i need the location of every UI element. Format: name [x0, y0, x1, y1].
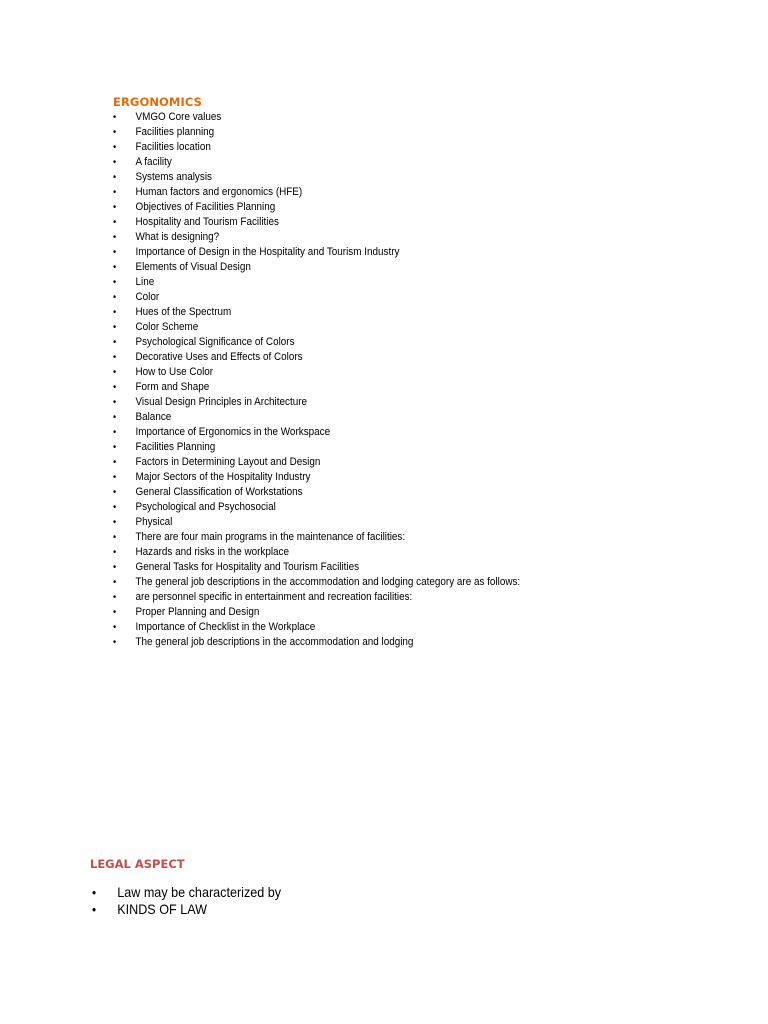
list-item-label: Objectives of Facilities Planning [135, 201, 276, 213]
list-item-label: Factors in Determining Layout and Design [135, 456, 321, 468]
list-item-label: General Tasks for Hospitality and Tourism Facilities [135, 561, 360, 573]
bullet-icon: • [113, 397, 117, 408]
list-item-label: There are four main programs in the maintenance of facilities: [135, 531, 406, 543]
list-item-label: Importance of Design in the Hospitality and Tourism Industry [135, 246, 400, 258]
bullet-icon: • [113, 637, 117, 648]
bullet-icon: • [113, 292, 117, 303]
bullet-icon: • [113, 502, 117, 513]
bullet-icon: • [113, 322, 117, 333]
bullet-icon: • [113, 622, 117, 633]
list-item-label: Psychological and Psychosocial [135, 501, 276, 513]
list-item-label: Line [135, 276, 155, 288]
list-item-label: Balance [135, 411, 172, 423]
list-item-label: Form and Shape [135, 381, 210, 393]
list-item-label: Decorative Uses and Effects of Colors [135, 351, 303, 363]
bullet-icon: • [113, 157, 117, 168]
list-item-label: What is designing? [135, 231, 220, 243]
bullet-icon: • [113, 577, 117, 588]
bullet-icon: • [92, 902, 97, 917]
list-item-label: Importance of Checklist in the Workplace [135, 621, 316, 633]
list-item-label: Proper Planning and Design [135, 606, 260, 618]
list-item-label: A facility [135, 156, 172, 168]
list-item-label: Facilities Planning [135, 441, 216, 453]
bullet-icon: • [113, 202, 117, 213]
list-item-label: General Classification of Workstations [135, 486, 303, 498]
bullet-icon: • [113, 337, 117, 348]
list-item-label: Facilities planning [135, 126, 215, 138]
bullet-icon: • [113, 262, 117, 273]
bullet-icon: • [113, 142, 117, 153]
bullet-icon: • [113, 427, 117, 438]
bullet-icon: • [113, 367, 117, 378]
bullet-icon: • [113, 112, 117, 123]
list-item-label: are personnel specific in entertainment and recreation facilities: [135, 591, 413, 603]
list-item-label: Psychological Significance of Colors [135, 336, 295, 348]
list-item-label: Physical [135, 516, 173, 528]
bullet-icon: • [113, 472, 117, 483]
list-item-label: KINDS OF LAW [117, 901, 208, 917]
bullet-icon: • [113, 187, 117, 198]
list-item-label: Color [135, 291, 160, 303]
bullet-icon: • [113, 487, 117, 498]
bullet-icon: • [113, 277, 117, 288]
bullet-icon: • [113, 247, 117, 258]
bullet-icon: • [113, 562, 117, 573]
bullet-icon: • [113, 217, 117, 228]
list-item-label: Hospitality and Tourism Facilities [135, 216, 279, 228]
list-item-label: Facilities location [135, 141, 211, 153]
list-item-label: Importance of Ergonomics in the Workspace [135, 426, 331, 438]
list-item-label: How to Use Color [135, 366, 214, 378]
list-item-label: VMGO Core values [135, 111, 222, 123]
bullet-icon: • [113, 352, 117, 363]
bullet-icon: • [113, 517, 117, 528]
list-item-label: Color Scheme [135, 321, 199, 333]
list-item-label: Hues of the Spectrum [135, 306, 232, 318]
list-item-label: Law may be characterized by [117, 884, 282, 900]
bullet-icon: • [113, 607, 117, 618]
ergonomics-heading: ERGONOMICS [113, 95, 202, 109]
bullet-icon: • [113, 457, 117, 468]
list-item-label: Major Sectors of the Hospitality Industry [135, 471, 311, 483]
bullet-icon: • [113, 382, 117, 393]
list-item-label: Systems analysis [135, 171, 212, 183]
bullet-icon: • [113, 442, 117, 453]
list-item-label: The general job descriptions in the accommodation and lodging category are as follows: [135, 576, 521, 588]
list-item-label: Elements of Visual Design [135, 261, 251, 273]
list-item-label: Human factors and ergonomics (HFE) [135, 186, 303, 198]
bullet-icon: • [113, 592, 117, 603]
list-item-label: The general job descriptions in the accommodation and lodging [135, 636, 414, 648]
bullet-icon: • [92, 885, 97, 900]
list-item-label: Hazards and risks in the workplace [135, 546, 290, 558]
bullet-icon: • [113, 412, 117, 423]
list-item-label: Visual Design Principles in Architecture [135, 396, 308, 408]
bullet-icon: • [113, 232, 117, 243]
bullet-icon: • [113, 127, 117, 138]
legal-aspect-heading: LEGAL ASPECT [90, 857, 185, 871]
bullet-icon: • [113, 547, 117, 558]
bullet-icon: • [113, 307, 117, 318]
bullet-icon: • [113, 172, 117, 183]
bullet-icon: • [113, 532, 117, 543]
